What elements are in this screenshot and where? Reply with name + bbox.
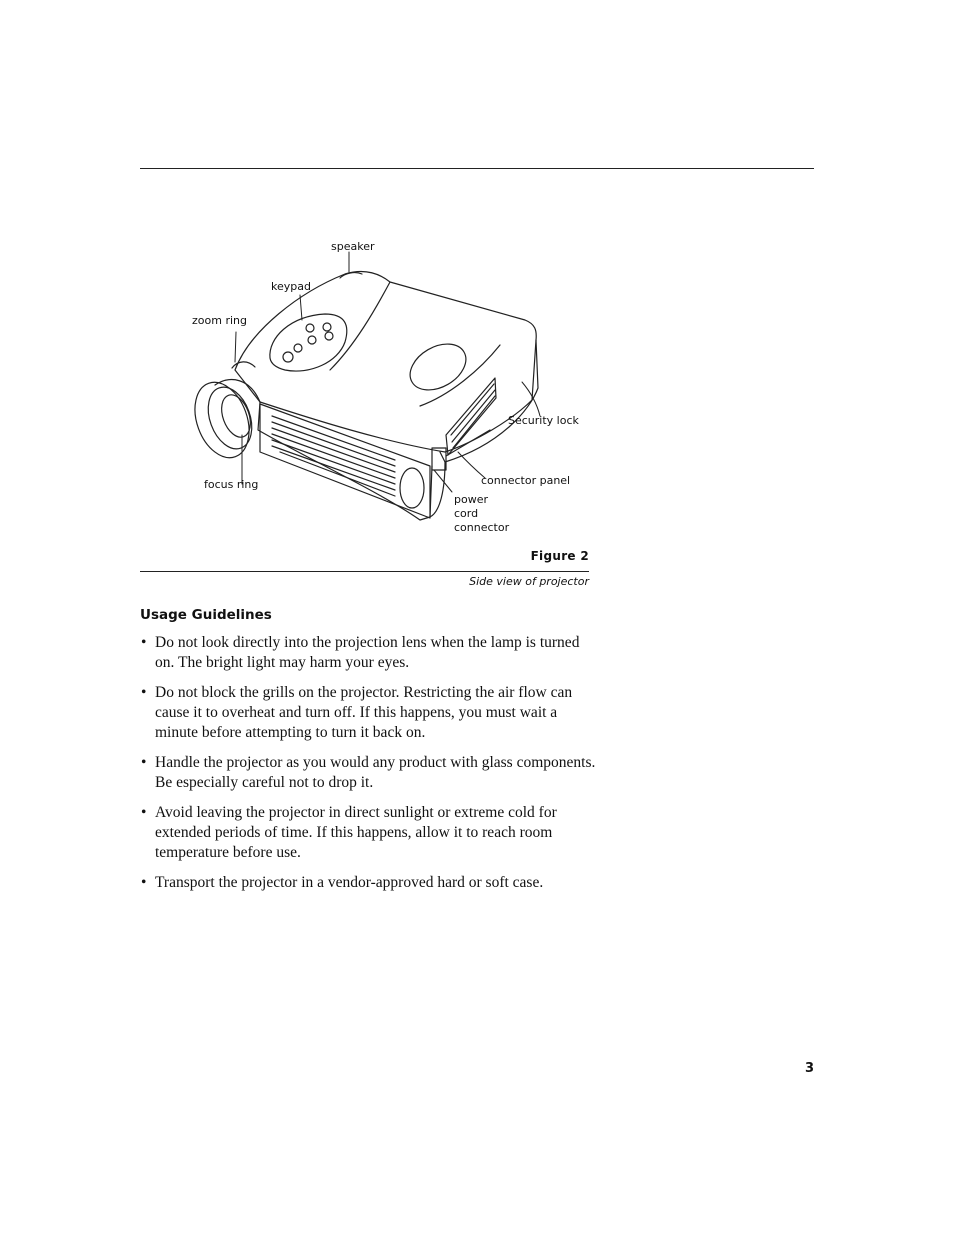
top-contour: [330, 282, 390, 370]
callout-security-lock: Security lock: [508, 414, 579, 427]
side-grill-slat: [451, 384, 494, 435]
focus-ring: [200, 381, 259, 455]
page-number: 3: [804, 1061, 814, 1076]
projector-illustration: [140, 230, 600, 545]
lens: [216, 391, 255, 441]
grill-slat: [272, 446, 395, 490]
keypad-button: [325, 332, 333, 340]
grill-slat: [272, 422, 395, 466]
side-grill: [446, 378, 496, 455]
grill-slat: [272, 428, 395, 472]
header-rule: [140, 168, 814, 169]
callout-zoom-ring: zoom ring: [192, 314, 247, 327]
callout-speaker: speaker: [331, 240, 375, 253]
grill-slat: [280, 452, 395, 496]
section-heading: Usage Guidelines: [140, 607, 272, 623]
figure-rule: [140, 571, 589, 572]
list-item: [140, 873, 600, 893]
callout-connector-panel: connector panel: [481, 474, 571, 487]
list-item-text: Handle the projector as you would any product with glass components. Be especially careful not to drop it.: [155, 754, 596, 791]
lens-hood: [215, 380, 260, 402]
list-item-text: Avoid leaving the projector in direct sunlight or extreme cold for extended periods of time. If this happens, allow it to reach room temperature before use.: [155, 804, 557, 861]
leader-zoom-ring: [235, 332, 236, 362]
projector-figure: [140, 230, 600, 545]
top-contour: [420, 345, 500, 406]
callout-line: power: [454, 493, 488, 506]
keypad-button: [323, 323, 331, 331]
grill-slat: [272, 416, 395, 460]
list-item-text: Do not block the grills on the projector. Restricting the air flow can cause it to overheat and turn off. If this happens, you must wait a minute before attempting to turn it back on.: [155, 684, 573, 741]
bullet-icon: •: [141, 804, 147, 821]
front-badge: [400, 468, 424, 508]
keypad-button: [306, 324, 314, 332]
list-item-text: Transport the projector in a vendor-approved hard or soft case.: [155, 874, 544, 891]
speaker-notch: [340, 273, 362, 278]
top-vent: [402, 335, 474, 400]
callout-power-cord-connector: [454, 493, 509, 535]
list-item: [140, 633, 600, 673]
list-item: [140, 803, 600, 863]
leader-keypad: [300, 295, 302, 320]
callout-keypad: keypad: [271, 280, 311, 293]
zoom-ring-outline: [232, 362, 255, 368]
list-item-text: Do not look directly into the projection lens when the lamp is turned on. The bright light may harm your eyes.: [155, 634, 580, 671]
bullet-icon: •: [141, 874, 147, 891]
figure-caption: Side view of projector: [469, 575, 589, 588]
lens-housing: [185, 375, 259, 465]
side-grill-slat: [452, 390, 495, 442]
callout-line: connector: [454, 521, 510, 534]
list-item: [140, 683, 600, 743]
guidelines-list: [140, 633, 600, 903]
callout-focus-ring: focus ring: [204, 478, 259, 491]
keypad-button: [283, 352, 293, 362]
bullet-icon: •: [141, 684, 147, 701]
keypad-button: [294, 344, 302, 352]
keypad-button: [308, 336, 316, 344]
figure-label: Figure 2: [530, 549, 589, 563]
callout-line: cord: [454, 507, 479, 520]
bullet-icon: •: [141, 634, 147, 651]
bullet-icon: •: [141, 754, 147, 771]
list-item: [140, 753, 600, 793]
